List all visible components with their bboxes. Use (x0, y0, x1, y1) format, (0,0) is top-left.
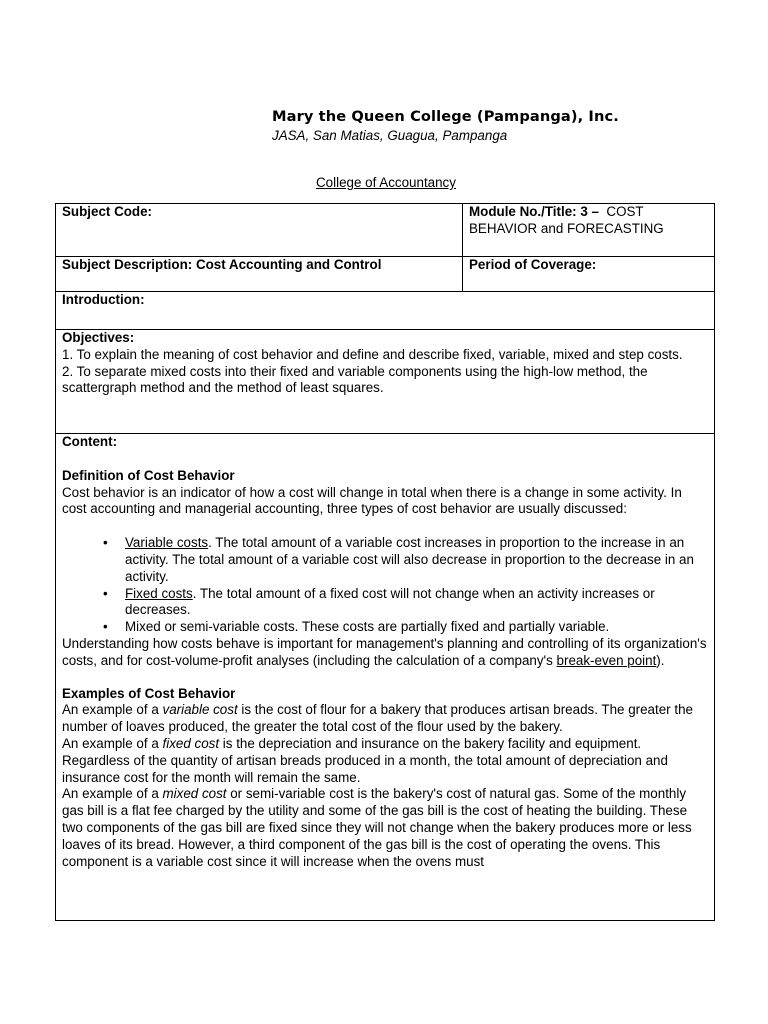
school-name: Mary the Queen College (Pampanga), Inc. (272, 108, 619, 125)
break-even-link[interactable]: break-even point (556, 652, 657, 668)
understanding-text: Understanding how costs behave is important for management's planning and controlling of its organization's costs, and for cost-volume-profit analyses (including the calculation of a company's (62, 635, 707, 668)
examples-heading: Examples of Cost Behavior (62, 685, 236, 701)
understanding-end: ). (656, 652, 665, 668)
variable-costs-term: Variable costs (125, 535, 209, 551)
period-label: Period of Coverage: (469, 257, 597, 272)
list-item (125, 586, 708, 620)
module-title-cell (463, 204, 715, 257)
objectives-cell (56, 330, 715, 434)
fixed-costs-text: . The total amount of a fixed cost will not change when an activity increases or decreases. (125, 585, 655, 618)
subject-description-value: Cost Accounting and Control (195, 257, 382, 272)
table-row (56, 330, 715, 434)
subject-description-label: Subject Description: (62, 257, 193, 272)
period-cell (463, 257, 715, 292)
definition-heading: Definition of Cost Behavior (62, 467, 235, 483)
subject-code-label: Subject Code: (62, 204, 153, 219)
introduction-label: Introduction: (62, 292, 145, 307)
module-title-part1: COST (606, 204, 644, 219)
subject-code-cell (56, 204, 463, 257)
ex3-term: mixed cost (162, 786, 227, 802)
ex1-term: variable cost (162, 702, 238, 718)
example-variable-paragraph (62, 702, 708, 736)
list-item (125, 535, 708, 585)
cost-type-list (62, 535, 708, 636)
table-row (56, 292, 715, 330)
ex1-post: is the cost of flour for a bakery that produces artisan breads. The greater the number of loaves produced, the greater the total cost of the flour used by the bakery. (62, 702, 693, 735)
ex1-pre: An example of a (62, 702, 163, 718)
school-address: JASA, San Matias, Guagua, Pampanga (272, 128, 508, 143)
subject-description-cell (56, 257, 463, 292)
module-table (55, 203, 715, 921)
list-item (125, 619, 708, 636)
ex3-pre: An example of a (62, 786, 163, 802)
mixed-costs-text: Mixed or semi-variable costs. These costs are partially fixed and partially variable. (125, 619, 610, 635)
department-title: College of Accountancy (316, 175, 456, 190)
table-row (56, 204, 715, 257)
table-row (56, 434, 715, 921)
example-fixed-paragraph (62, 736, 708, 786)
objectives-label: Objectives: (62, 330, 135, 345)
ex2-post: is the depreciation and insurance on the bakery facility and equipment. Regardless of the quantity of artisan breads produced in a month, the total amount of depreciation and insurance cost for the month will remain the same. (62, 735, 668, 785)
objective-item: 1. To explain the meaning of cost behavior and define and describe fixed, variable, mixed and step costs. (62, 346, 683, 362)
module-title-part2: BEHAVIOR and FORECASTING (469, 220, 664, 236)
ex3-post: or semi-variable cost is the bakery's cost of natural gas. Some of the monthly gas bill is a flat fee charged by the utility and some of the gas bill is the cost of heating the building. These two components of the gas bill are fixed since they will not change when the bakery produces more or less loaves of its bread. However, a third component of the gas bill is the cost of operating the ovens. This component is a variable cost since it will increase when the ovens must (62, 786, 692, 869)
table-row (56, 257, 715, 292)
example-mixed-paragraph (62, 786, 708, 870)
understanding-paragraph (62, 636, 708, 670)
fixed-costs-term: Fixed costs (125, 585, 193, 601)
content-label: Content: (62, 434, 118, 449)
content-cell (56, 434, 715, 921)
objective-item: 2. To separate mixed costs into their fixed and variable components using the high-low method, the scattergraph method and the method of least squares. (62, 363, 648, 396)
ex2-pre: An example of a (62, 735, 163, 751)
module-label: Module No./Title: 3 – (469, 204, 599, 219)
variable-costs-text: . The total amount of a variable cost increases in proportion to the increase in an activity. The total amount of a variable cost will also decrease in proportion to the decrease in an activity. (125, 535, 694, 584)
introduction-cell (56, 292, 715, 330)
definition-text: Cost behavior is an indicator of how a cost will change in total when there is a change in some activity. In cost accounting and managerial accounting, three types of cost behavior are usually discussed: (62, 484, 682, 517)
ex2-term: fixed cost (162, 735, 220, 751)
